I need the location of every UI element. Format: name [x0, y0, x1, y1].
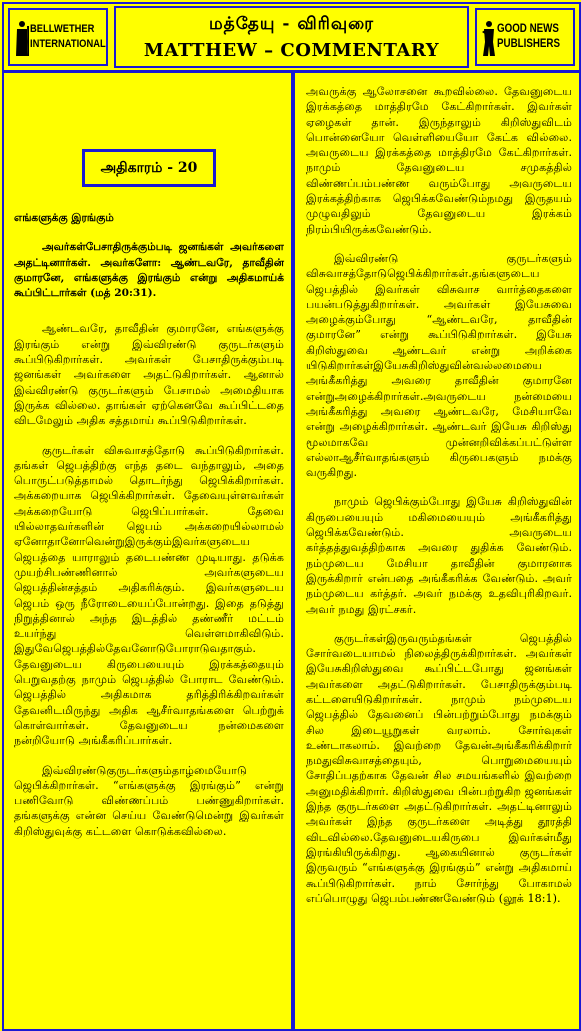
- paragraph: குருடர்கள்இருவரும்தங்கள் ஜெபத்தில் சோர்வடையாமல் நிலைத்திருக்கிறார்கள். அவர்கள் இயேசுகிறிஸ்துவை கூப்பிட்டபோது ஜனங்கள் அவர்களை அதட்டுகிறார்கள். பேசாதிருக்கும்படி கட்டளையிடுகிறார்கள். நாமும் நம்முடைய ஜெபத்தில் தேவனைப் பின்பற்றும்போது நமக்கும் சில இடையூறுகள் வரலாம். சோர்வுகள் உண்டாகலாம். இவற்றை தேவன்அங்கீகரிக்கிறார் நமதுவிசுவாசத்தையும், பொறுமையையும் சோதிப்பதற்காக தேவன் சில சமயங்களில் இவற்றை அனுமதிக்கிறார். கிறிஸ்துவை பின்பற்றுகிற ஜனங்கள் இந்த குருடர்களை அதட்டுகிறார்கள். அதட்டினாலும் அவர்கள் இந்த குருடர்களை அடித்து தூரத்தி விடவில்லை.தேவனுடையகிருபை இவர்கள்மீது இரங்கியிருக்கிறது. ஆகையினால் குருடர்கள் இருவரும் “எங்களுக்கு இரங்கும்” என்று அதிகமாய் கூப்பிடுகிறார்கள். நாம் சோர்ந்து போகாமல் எப்பொழுது ஜெபம்பண்ணவேண்டும் (லூக் 18:1).: [306, 631, 572, 905]
- logo-right-line2: PUBLISHERS: [497, 38, 561, 50]
- right-column: [306, 76, 572, 906]
- left-column: [14, 76, 284, 839]
- page-title: [114, 6, 469, 68]
- paragraph: ஆண்டவரே, தாவீதின் குமாரனே, எங்களுக்கு இரங்கும் என்று இவ்விரண்டு குருடர்களும் கூப்பிடுகிறார்கள். அவர்கள் பேசாதிருக்கும்படி ஜனங்கள் அவர்களை அதட்டுகிறார்கள். ஆனால் இவ்விரண்டு குருடர்களும் பேசாமல் அமைதியாக இருக்க வில்லை. தாங்கள் ஏற்கெனவே கூப்பிட்டதை விடமேலும் அதிக சத்தமாய் கூப்பிடுகிறார்கள்.: [14, 322, 284, 428]
- bellwether-logo: [8, 8, 108, 66]
- paragraph: குருடர்கள் விசுவாசத்தோடு கூப்பிடுகிறார்கள். தங்கள் ஜெபத்திற்கு எந்த தடை வந்தாலும், அதை பொருட்படுத்தாமல் தொடர்ந்து ஜெபிக்கிறார்கள். அக்கறையாக ஜெபிக்கிறார்கள். தேவையுள்ளவர்கள் அக்கறையோடு ஜெபிப்பார்கள். தேவை யில்லாதவர்களின் ஜெபம் அக்கறையில்லாமல் ஏனோதானோவென்றுஇருக்கும்இவர்களுடைய ஜெபத்தை யாராலும் தடைபண்ண முடியாது. தடுக்க முயற்சிபண்ணினால் அவர்களுடைய ஜெபத்தின்சத்தம் அதிகரிக்கும். இவர்களுடைய ஜெபம் ஒரு நீரோடையைப்போன்றது. இதை தடுத்து நிறுத்தினால் அந்த இடத்தில் தண்ணீர் மட்டம் உயர்ந்து வெள்ளமாகிவிடும். இதுவேஜெபத்தில்தேவனோடுபோராடுவதாகும். தேவனுடைய கிருபையையும் இரக்கத்தையும் பெறுவதற்கு நாமும் ஜெபத்தில் போராட வேண்டும். ஜெபத்தில் அதிகமாக தரித்திரிக்கிறவர்கள் தேவனிடமிருந்து அதிக ஆசீர்வாதங்களை பெற்றுக் கொள்வார்கள். தேவனுடைய நன்மைகளை நன்றியோடு அங்கீகரிப்பார்கள்.: [14, 443, 284, 748]
- logo-right-line1: GOOD NEWS: [497, 23, 559, 35]
- title-tamil: மத்தேயு - விரிவுரை: [208, 14, 375, 34]
- shepherd-icon: [14, 20, 30, 58]
- page-frame: [2, 2, 581, 1031]
- title-english: MATTHEW – COMMENTARY: [143, 40, 440, 61]
- good-news-logo: [475, 8, 575, 66]
- paragraph: நாமும் ஜெபிக்கும்போது இயேசு கிறிஸ்துவின் கிருபையையும் மகிமையையும் அங்கீகரித்து ஜெபிக்கவேண்டும். அவருடைய கர்த்தத்துவத்திற்காக அவரை துதிக்க வேண்டும். நம்முடைய மேசியா தாவீதின் குமாரனாக இருக்கிறார் என்பதை அங்கீகரிக்க வேண்டும். அவர் நம்முடைய கர்த்தர். அவர் நமக்கு உதவிபுரிகிறவர். அவர் நமது இரட்சகர்.: [306, 495, 572, 616]
- logo-left-line1: BELLWETHER: [30, 23, 95, 35]
- page-header: [4, 4, 579, 73]
- section-heading: எங்களுக்கு இரங்கும்: [14, 212, 114, 224]
- column-divider: [291, 73, 295, 1029]
- logo-left-line2: INTERNATIONAL: [30, 38, 106, 50]
- paragraph: இவ்விரண்டு குருடர்களும் விசுவாசத்தோடுஜெபிக்கிறார்கள்.தங்களுடைய ஜெபத்தில் இவர்கள் விசுவாச வார்த்தைகளை பயன்படுத்துகிறார்கள். அவர்கள் இயேசுவை அழைக்கும்போது “ஆண்டவரே, தாவீதின் குமாரனே” என்று கூப்பிடுகிறார்கள். இயேசு கிறிஸ்துவை ஆண்டவர் என்று அறிக்கை யிடுகிறார்கள்இயேசுகிறிஸ்துவின்வல்லமையை அங்கீகரித்து அவரை தாவீதின் குமாரனே என்றுஅழைக்கிறார்கள்.அவருடைய நன்மையை அங்கீகரித்து அவரை ஆண்டவரே, மேசியாவே என்று அழைக்கிறார்கள். ஆண்டவர் இயேசு கிறிஸ்து மூலமாகவே முன்னறிவிக்கப்பட்டுள்ள எல்லாஆசீர்வாதங்களும் கிருபைகளும் நமக்கு வருகிறது.: [306, 251, 572, 480]
- figure-icon: [481, 20, 497, 58]
- paragraph: அவருக்கு ஆலோசனை கூறவில்லை. தேவனுடைய இரக்கத்தை மாத்திரமே கேட்கிறார்கள். இவர்கள் ஏழைகள் தான். இருந்தாலும் கிறிஸ்துவிடம் பொன்னையோ வெள்ளியையோ கேட்க வில்லை. அவருடைய இரக்கத்தை மாத்திரமே கேட்கிறார்கள். நாமும் தேவனுடைய சமுகத்தில் விண்ணப்பம்பண்ண வரும்போது அவருடைய இரக்கத்திற்காக ஜெபிக்கவேண்டும்நமது இருதயம் முழுவதிலும் தேவனுடைய இரக்கம் நிரம்பியிருக்கவேண்டும்.: [306, 85, 572, 236]
- verse-quote: அவர்கள்பேசாதிருக்கும்படி ஜனங்கள் அவர்களை அதட்டினார்கள். அவர்களோ: ஆண்டவரே, தாவீதின் குமாரனே, எங்களுக்கு இரங்கும் என்று அதிகமாய்க் கூப்பிட்டார்கள் (மத் 20:31).: [14, 241, 284, 300]
- chapter-label: அதிகாரம் - 20: [82, 149, 216, 187]
- paragraph: இவ்விரண்டுகுருடர்களும்தாழ்மையோடு ஜெபிக்கிறார்கள். “எங்களுக்கு இரங்கும்” என்று பணிவோடு விண்ணப்பம் பண்ணுகிறார்கள். தங்களுக்கு என்ன செய்ய வேண்டுமென்று இவர்கள் கிறிஸ்துவுக்கு கட்டளை கொடுக்கவில்லை.: [14, 763, 284, 838]
